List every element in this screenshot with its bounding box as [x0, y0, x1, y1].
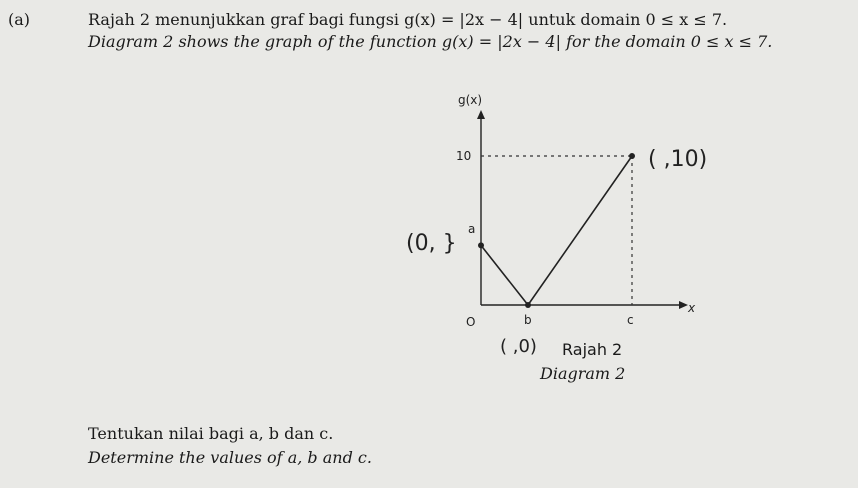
question-malay: Rajah 2 menunjukkan graf bagi fungsi g(x) = |2x − 4| untuk domain 0 ≤ x ≤ 7.	[88, 10, 728, 29]
handwritten-left-point: (0, }	[406, 231, 457, 256]
y-tick-a: a	[468, 222, 476, 236]
task-english: Determine the values of a, b and c.	[88, 448, 372, 467]
handwritten-top-point: ( ,10)	[648, 147, 708, 172]
caption-english: Diagram 2	[540, 364, 626, 383]
handwritten-bottom-point: ( ,0)	[500, 336, 537, 357]
x-tick-b: b	[524, 313, 532, 327]
graph-line	[481, 156, 632, 305]
question-english: Diagram 2 shows the graph of the function g(x) = |2x − 4| for the domain 0 ≤ x ≤ 7.	[88, 32, 773, 51]
question-label: (a)	[8, 10, 31, 29]
task-malay: Tentukan nilai bagi a, b dan c.	[88, 424, 334, 443]
caption-malay: Rajah 2	[562, 340, 623, 359]
y-tick-10: 10	[456, 149, 472, 163]
graph-point-2	[629, 153, 635, 159]
x-axis-label: x	[688, 301, 696, 315]
x-axis-arrow	[679, 301, 688, 309]
y-axis-label: g(x)	[458, 93, 483, 107]
graph-point-0	[478, 242, 484, 248]
x-tick-c: c	[627, 313, 634, 327]
origin-label: O	[466, 315, 476, 329]
graph-point-1	[525, 302, 531, 308]
y-axis-arrow	[477, 110, 485, 119]
